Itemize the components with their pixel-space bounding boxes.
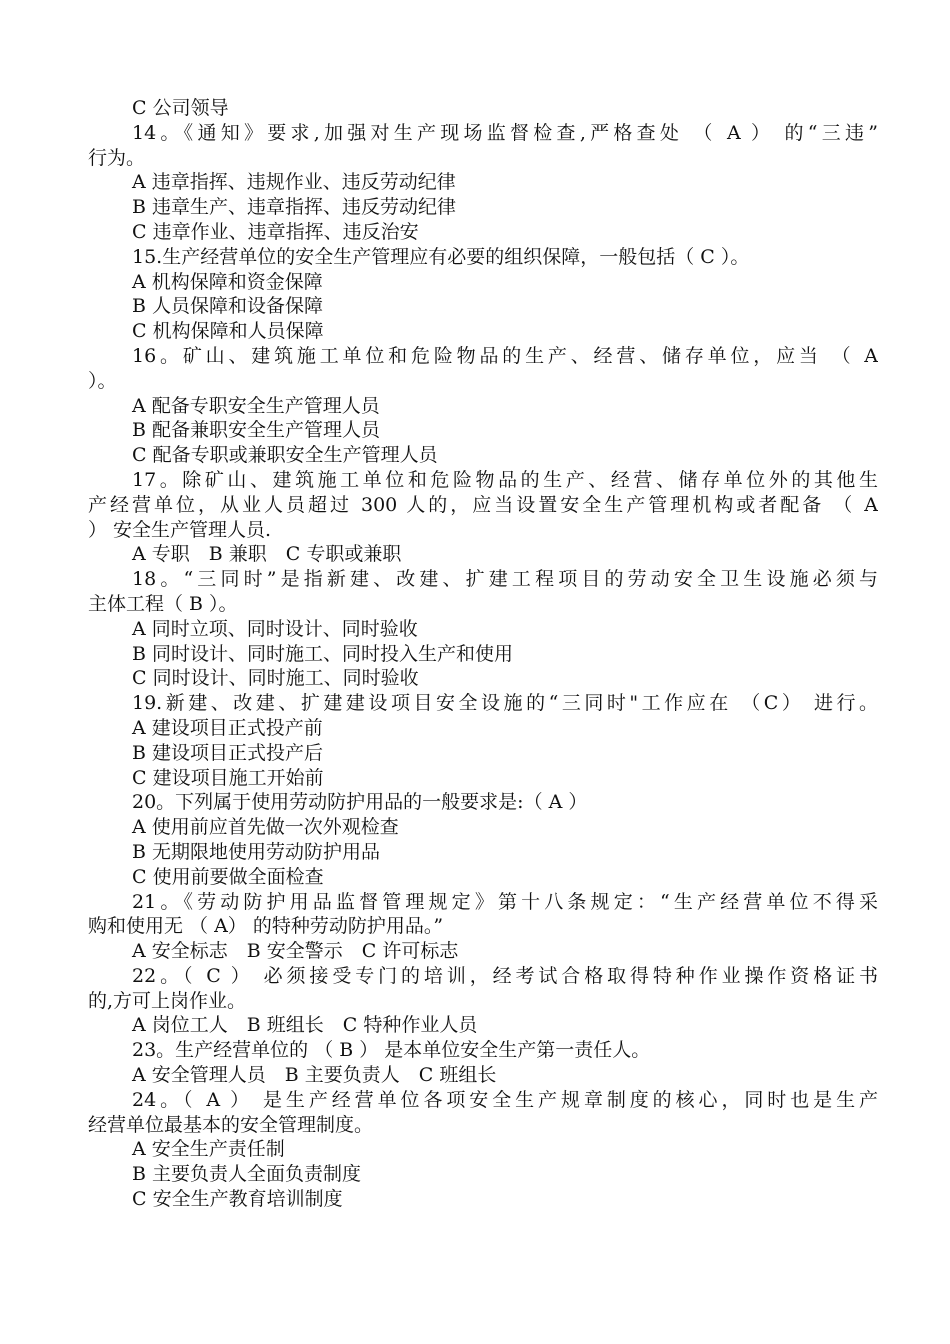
text-line: B 违章生产、违章指挥、违反劳动纪律 (132, 196, 457, 219)
text-line: C 建设项目施工开始前 (132, 766, 324, 789)
text-line: A 安全管理人员 B 主要负责人 C 班组长 (132, 1064, 497, 1087)
text-line: A 专职 B 兼职 C 专职或兼职 (132, 543, 402, 566)
text-line: C 违章作业、违章指挥、违反治安 (132, 220, 419, 243)
text-line: 16。矿山、建筑施工单位和危险物品的生产、经营、储存单位，应当 （ A (132, 344, 878, 367)
text-line: 17。除矿山、建筑施工单位和危险物品的生产、经营、储存单位外的其他生 (132, 468, 878, 491)
text-line: 19.新建、改建、扩建建设项目安全设施的“三同时"工作应在 （C） 进行。 (132, 692, 878, 715)
text-line: C 机构保障和人员保障 (132, 320, 324, 343)
text-line: 24。（ A ） 是生产经营单位各项安全生产规章制度的核心，同时也是生产 (132, 1088, 878, 1111)
text-line: 主体工程（ B ）。 (88, 592, 238, 615)
text-line: 21。《劳动防护用品监督管理规定》第十八条规定：“生产经营单位不得采 (132, 890, 878, 913)
text-line: C 使用前要做全面检查 (132, 865, 324, 888)
text-line: B 配备兼职安全生产管理人员 (132, 419, 381, 442)
text-line: 20。下列属于使用劳动防护用品的一般要求是:（ A ） (132, 791, 588, 814)
text-line: A 同时立项、同时设计、同时验收 (132, 617, 418, 640)
text-line: ） 安全生产管理人员. (88, 518, 272, 541)
text-line: 经营单位最基本的安全管理制度。 (88, 1113, 374, 1136)
text-line: 产经营单位，从业人员超过 300 人的，应当设置安全生产管理机构或者配备 （ A (88, 493, 878, 516)
text-line: 14。《通知》要求,加强对生产现场监督检查,严格查处 （ A ） 的“三违” (132, 121, 878, 144)
text-line: ）。 (88, 369, 117, 392)
text-line: 15.生产经营单位的安全生产管理应有必要的组织保障，一般包括（ C ）。 (132, 245, 750, 268)
text-line: 的,方可上岗作业。 (88, 989, 247, 1012)
text-line: A 配备专职安全生产管理人员 (132, 394, 380, 417)
text-line: 购和使用无 （ A） 的特种劳动防护用品。” (88, 915, 444, 938)
text-line: A 机构保障和资金保障 (132, 270, 323, 293)
text-line: 22。（ C ） 必须接受专门的培训，经考试合格取得特种作业操作资格证书 (132, 964, 878, 987)
text-line: B 主要负责人全面负责制度 (132, 1163, 362, 1186)
text-line: C 公司领导 (132, 97, 229, 119)
text-line: 23。生产经营单位的 （ B ） 是本单位安全生产第一责任人。 (132, 1039, 651, 1062)
text-line: B 同时设计、同时施工、同时投入生产和使用 (132, 642, 514, 665)
text-line: 行为。 (88, 146, 146, 169)
text-line: A 安全标志 B 安全警示 C 许可标志 (132, 940, 459, 963)
text-line: B 无期限地使用劳动防护用品 (132, 840, 381, 863)
text-line: C 同时设计、同时施工、同时验收 (132, 667, 419, 690)
text-line: C 安全生产教育培训制度 (132, 1188, 343, 1211)
text-line: 18。“三同时”是指新建、改建、扩建工程项目的劳动安全卫生设施必须与 (132, 568, 878, 591)
document-page (88, 96, 878, 1212)
text-line: A 使用前应首先做一次外观检查 (132, 816, 399, 839)
text-line: A 违章指挥、违规作业、违反劳动纪律 (132, 171, 456, 194)
text-line: A 安全生产责任制 (132, 1138, 285, 1161)
text-line: A 建设项目正式投产前 (132, 716, 323, 739)
text-line: B 建设项目正式投产后 (132, 741, 324, 764)
text-line: A 岗位工人 B 班组长 C 特种作业人员 (132, 1014, 478, 1037)
text-line: C 配备专职或兼职安全生产管理人员 (132, 444, 438, 467)
text-line: B 人员保障和设备保障 (132, 295, 324, 318)
